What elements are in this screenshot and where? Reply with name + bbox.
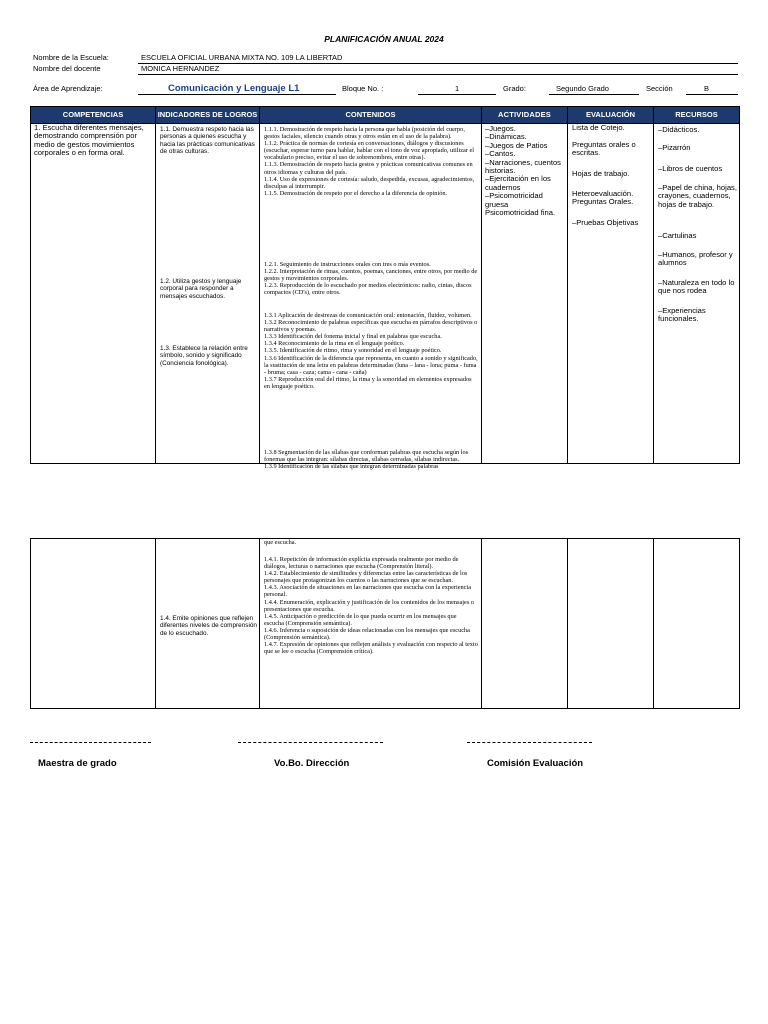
recursos-cell [654,539,740,709]
contenido-item: 1.3.8 Segmentación de las sílabas que conforman palabras que escucha según los fonemas que las integran: sílabas directas, sílabas cerradas, sílabas indirectas. [264,449,469,464]
contenido-item: 1.4.6. Inferencia o suposición de ideas relacionadas con los mensajes que escucha (Comprensión semántica). [264,626,470,642]
contenido-item: 1.3.3 Identificación del fonema inicial y final en palabras que escucha. [264,333,442,341]
contenidos-group-1-4 [264,556,478,655]
recurso-item: –Cartulinas [658,231,697,240]
actividad-item: –Cantos. [485,149,516,159]
contenido-item: 1.4.3. Asociación de situaciones en las narraciones que escucha con la experiencia personal. [264,584,472,599]
actividad-item: –Juegos de Patios [485,140,548,150]
table-row [31,124,740,464]
contenidos-group-1-3b [264,449,478,470]
contenido-item: 1.3.2 Reconocimiento de palabras específicas que escucha en párrafos descriptivos o narrativos y poemas. [264,319,478,334]
contenido-item: 1.3.6 Identificación de la diferencia que representa, en cuanto a sonido y significado, la sustitución de una letra en palabras determinadas (luna – lana - lona; puma - fuma - bruma; casa - caza; cama - cana - caña) [264,354,478,376]
contenido-item: 1.2.1. Seguimiento de instrucciones orales con tres o más eventos. [264,261,431,268]
contenidos-group-1-1 [264,126,478,197]
contenido-item: 1.4.5. Anticipación o predicción de lo que pueda ocurrir en los mensajes que escucha (Comprensión semántica). [264,612,457,627]
contenido-item: 1.4.2. Establecimiento de similitudes y diferencias entre las características de los personajes que protagonizan los cuentos o las narraciones que se escuchan. [264,570,468,585]
col-header-contenidos: CONTENIDOS [260,107,482,124]
indicador-1-4: 1.4. Emite opiniones que reflejen diferentes niveles de comprensión de lo escuchado. [160,615,257,637]
teacher-underline [138,74,738,75]
col-header-competencias: COMPETENCIAS [31,107,156,124]
contenido-continuation: que escucha. [264,539,297,546]
document-title: PLANIFICACIÓN ANUAL 2024 [324,34,444,44]
contenido-item: 1.1.3. Demostración de respeto hacia gestos y prácticas comunicativas comunes en otros idiomas y culturas del país. [264,161,473,176]
evaluacion-item: –Pruebas Objetivas [572,218,639,227]
competencia-cell [31,124,156,464]
evaluacion-item: Hojas de trabajo. [572,169,630,178]
signature-line-commission [467,742,592,743]
area-underline [138,94,336,95]
competencia-text: 1. Escucha diferentes mensajes, demostrando comprensión por medio de gestos movimientos corporales o en forma oral. [34,123,144,158]
section-label: Sección [646,84,673,93]
actividades-cell [482,539,568,709]
contenido-item: 1.4.7. Expresión de opiniones que reflejen análisis y evaluación con respecto al texto que se lee o escucha (Comprensión crítica). [264,641,478,656]
actividad-item: –Ejercitación en los cuadernos [485,174,551,192]
contenidos-group-1-3 [264,312,478,390]
recurso-item: –Didácticos. [658,125,700,134]
table-header-row [31,107,740,124]
contenidos-group-1-2 [264,261,478,296]
col-header-evaluacion: EVALUACIÓN [568,107,654,124]
actividad-item: –Narraciones, cuentos historias. [485,157,561,176]
contenido-item: 1.1.4. Uso de expresiones de cortesía: saludo, despedida, excusas, agradecimientos, disculpas al interrumpir. [264,175,475,190]
col-header-recursos: RECURSOS [654,107,740,124]
actividad-item: –Dinámicas. [485,132,527,142]
indicadores-cell [156,124,260,464]
block-label: Bloque No. : [342,84,384,93]
evaluacion-cell [568,124,654,464]
contenidos-cell [260,124,482,471]
indicador-1-2: 1.2. Utiliza gestos y lenguaje corporal para responder a mensajes escuchados. [160,278,242,300]
contenido-item: 1.2.2. Interpretación de rimas, cuentos, poemas, canciones, entre otros, por medio de gestos y movimientos corporales. [264,268,478,283]
contenido-item: 1.1.1. Demostración de respeto hacia la persona que habla (posición del cuerpo, gestos faciales, silencio cuando otras y otros están en el uso de la palabra). [264,126,465,141]
contenido-item: 1.3.1 Aplicación de destrezas de comunicación oral: entonación, fluidez, volumen. [264,312,472,319]
school-value: ESCUELA OFICIAL URBANA MIXTA NO. 109 LA LIBERTAD [141,53,343,62]
contenidos-cell [260,539,482,709]
section-underline [686,94,738,95]
contenido-item: 1.3.5. Identificación de ritmo, rima y sonoridad en el lenguaje poético. [264,347,442,355]
teacher-value: MONICA HERNANDEZ [141,64,220,73]
indicador-1-3: 1.3. Establece la relación entre símbolo, sonido y significado (Conciencia fonológica). [160,345,248,367]
school-label: Nombre de la Escuela: [33,53,109,62]
block-underline [418,94,496,95]
signature-line-teacher [30,742,151,743]
contenido-item: 1.4.1. Repetición de información explícita expresada oralmente por medio de diálogos, lecturas o narraciones que escucha (Comprensión literal). [264,556,459,571]
recurso-item: –Naturaleza en todo lo que nos rodea [658,278,735,296]
evaluacion-cell [568,539,654,709]
recurso-item: –Pizarrón [658,143,691,152]
contenido-item: 1.2.3. Reproducción de lo escuchado por medios electrónicos: radio, cintas, discos compactos (CD's), entre otros. [264,282,472,297]
contenido-item: 1.1.5. Demostración de respeto por el derecho a la diferencia de opinión. [264,189,448,197]
area-value: Comunicación y Lenguaje L1 [168,83,300,94]
signature-label-commission: Comisión Evaluación [487,758,584,769]
table-row [31,539,740,709]
grade-value: Segundo Grado [556,84,609,93]
evaluacion-item: Heteroevaluación. Preguntas Orales. [572,189,634,207]
contenido-item: 1.3.7 Reproducción oral del ritmo, la rima y la sonoridad en elementos expresados en lenguaje poético. [264,375,472,390]
indicador-1-1: 1.1. Demuestra respeto hacia las personas a quienes escucha y hacia las prácticas comunicativas de otras culturas. [160,126,255,155]
contenido-item: 1.4.4. Enumeración, explicación y justificación de los contenidos de los mensajes o presentaciones que escucha. [264,598,475,613]
evaluacion-item: Lista de Cotejo. [572,123,625,132]
contenido-item: 1.3.4 Reconocimiento de la rima en el lenguaje poético. [264,340,405,348]
teacher-label: Nombre del docente [33,64,101,73]
grade-underline [549,94,639,95]
planning-table [30,106,740,471]
col-header-actividades: ACTIVIDADES [482,107,568,124]
planning-table-continued [30,538,740,709]
actividad-item: Psicomotricidad fina. [485,208,556,218]
block-value: 1 [455,84,460,93]
signature-label-teacher: Maestra de grado [38,758,117,769]
competencia-cell [31,539,156,709]
school-underline [138,63,738,64]
actividad-item: –Psicomotricidad gruesa [485,191,543,209]
evaluacion-item: Preguntas orales o escritas. [572,140,636,158]
section-value: B [704,84,710,93]
recurso-item: –Experiencias funcionales. [658,306,706,324]
col-header-indicadores: INDICADORES DE LOGROS [156,107,260,124]
grade-label: Grado: [503,84,526,93]
recurso-item: –Humanos, profesor y alumnos [658,250,733,268]
signature-line-direction [238,742,383,743]
recurso-item: –Papel de china, hojas, crayones, cuadernos, hojas de trabajo. [658,183,737,209]
signature-label-direction: Vo.Bo. Dirección [274,758,350,769]
actividad-item: –Juegos. [485,124,516,133]
indicadores-cell [156,539,260,709]
actividades-cell [482,124,568,464]
recursos-cell [654,124,740,464]
contenido-item: 1.3.9 Identificación de las sílabas que integran determinadas palabras [264,463,439,471]
area-label: Área de Aprendizaje: [33,84,103,93]
actividades-list [485,125,566,217]
recurso-item: –Libros de cuentos [658,164,723,173]
contenido-item: 1.1.2. Práctica de normas de cortesía en conversaciones, diálogos y discusiones (escuchar, esperar turno para hablar, hablar con el tono de voz apropiado, utilizar el vocabulario preciso, evitar el uso de sobrenombres, entre otras). [264,140,474,162]
